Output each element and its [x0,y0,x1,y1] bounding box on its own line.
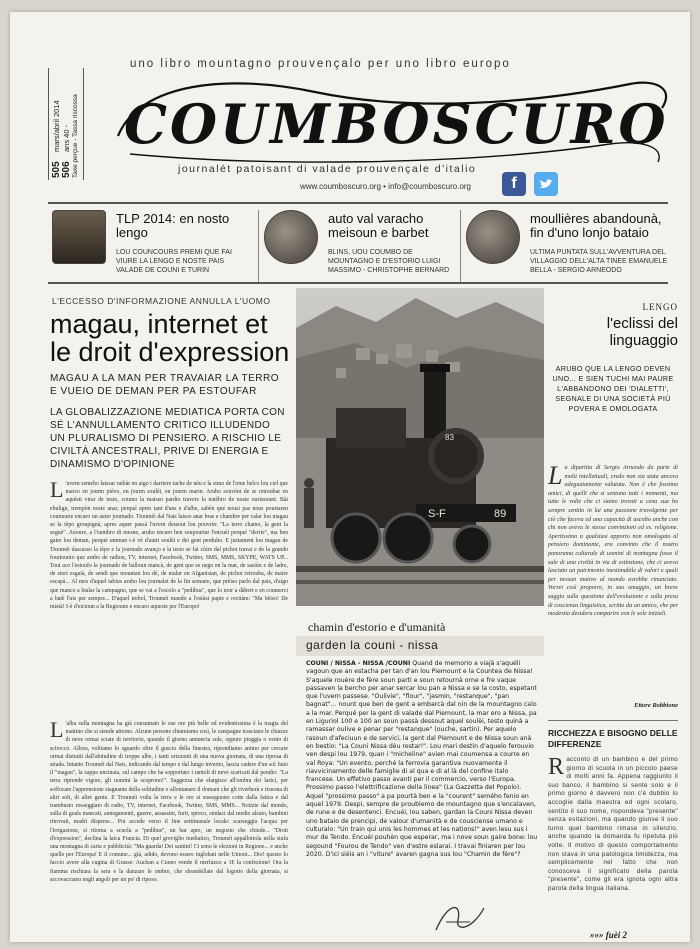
teaser-title: TLP 2014: en nosto lengo [116,211,230,240]
lead-body-provencal: L 'uvern semeho laissar raibàr en aigo i darriere tache de nèu e la stmo de l'ome belco lou ciel que marco en jourm pièvo, en jourm soulèi, en jourm marin. Arubo souvént de se retroubar en aquésti virar de testo, coumo la maisso pardio travers la tenèbro de noste ourissount. Bài ebulign, trempòn noste anar, perqué apres tant d'ans e d'albe, sabèn qué nousi pas nous pourtaren coumoure encaro un autre journado. Trouméi dal Nais laisso anar bras e chambre per calar lou magau se la tèpo groupignà, apres aquer passà l'uvern dessout lou pouvrin: "La terro chamo, la gent la seguè". Anoure, a l'oumbro di mesne, aruho encaro ben soupourtar l'encuéi perqué "derrie", ma ben gaire lou deman, perqué umman i-è vè d'autri soulèi e dei gent perduho. E justament lou magau de Trouméi dascasso la tèpo e la journado avanço e la testo se fai còire dal pichot travai e de la grando fourtounio que arubo de radiou, TV, internet, Facebook, Twitter, SMS, MMS, SKYPE, WATS UP... Tout aco l'estoufo la journado de balloun mancà, de gent que se nego en la mar, de sasiùn e de ladre, de stori esgaià, de sendi que mountan lou dé, de malur en Afganistan, de pichot retrouba, de maire escapà... Al mes d'aquel tabius arubo lou journalet de la fin semano, que prèiso parlo dal pais, d'aigo que manco a bialar la campagno, que se vai a l'escolo a "pedibus", que lo noir a dàbert e en coumerci a batè l'uis per sempre... D'aquel trebol, Trouméi mando a l'estàsi papie e recitàm: "Ma bèiso! De mistà! I-è d'eicioun a la Regioune e encaro aqueste per l'Europo! [50,480,288,611]
teaser-subtitle: ULTIMA PUNTATA SULL'AVVENTURA DEL VILLAGGIO DELL'ALTA TINEE EMANUELE BELLA - SERGIO ARNEODO [530,249,668,274]
chamin-lead-bold: COUNI / NISSA - NISSA /COUNI [306,660,411,667]
train-photo [296,288,544,606]
locomotive-number-text: 89 [494,508,507,520]
lengo-label: LENGO [642,302,678,312]
teaser-rule [48,282,668,284]
lead-deck-provencal: MAGAU A LA MAN PER TRAVAIAR LA TERRO E VUEIO DE DEMAN PER PA ESTOUFAR [50,373,279,397]
lead-deck-italian: LA GLOBALIZZAZIONE MEDIATICA PORTA CON SÉ L'ANNULLAMENTO CRITICO ILLUDENDO UN PLURALISMO DI PENSIERO. A RISCHIO LE CIVILTÀ ANCESTRALI, PRIVE DI ENERGIA E DINAMISMO D'OPINIONE [50,407,285,470]
lead-kicker: L'ECCESSO D'INFORMAZIONE ANNULLA L'UOMO [52,296,271,306]
email-link[interactable]: info@coumboscuro.org [388,182,471,191]
lead-body-italian: L 'alba sulla montagna ha già consumato le sue ore più belle ed evidentissima è la magia del mattino che si stende attorno. Alcune persone chiamiamo così, le campagne trasciano le chiazze di neve ormai sciate di territorio, quando il giorno annuncia sole, oppure pioggia o vento di scirocco. Allora, volitamo lo sguardo oltre il guscio della finestra, riprendiamo animo per cercare ormai distratti dall'abitudine di troppe albe, i tanti orizzonti di una nuova giornata, di una ripresa di strada. Intanto Trouméi dal Nais, indicando dal tempo e dal lungo inverno, lascia cadere d'un sol fiato il "magau", la zappa uncinata, sul campo che ha sopportato i rantoli di neve scaricati dal pendio: "La terra riprende vigore, gli uomini la scoprono!". Saggezza che elargisce all'ombra dei larici, per soffocare l'apprensione stagnante della solitudine e allontanare il domani che gli riverberà e risuona di altri soli, di altre gente. E Trouméi volta la terra e le ore si susseguono cotte dalla fatica e dal trambusto rosseggiato di radio, TV, internet, Facebook, Twitter, SMS, MMS... Notizie dal mondo, sulla di goals mancati, annegamenti, guerre, assassini, furti, spreco, sindaci dal medio alzato, bambini ritrovati, madri disperse... Poi accede verso il fine settimanale locale: scarseggia l'acqua per l'irrigazione, si ritorna a scuola a "pedibus", un bar apre, un negozio che chiude... "Droit d'expression", declina la laica Francia. Di quel groviglio mediatico, Trouméi appallottola nella stufa una montagna di carta e pubblicità: "Ma guarda! Dei santini! Ci sono le elezioni in Regione... e anche quelle per l'Europa! E il comune... già, adido, devono essere inglobati nelle Unioni... Dio! questo lo faccio avere alla cugina di Grasse: Auchan a Cuneo vende il merluzzo a 1€ la confezione! Ora la fiamma rischiara la sera e la danzare le ombre, che sbrandellate dal logorio della giornata, si accovacciano negli angoli per un po' di riposo. [50,720,288,883]
facebook-icon[interactable]: f [502,172,526,196]
masthead-title: COUMBOSCURO [124,92,669,156]
lengo-body: La dipartita di Sergio Arneodo da parte di molti intellettuali, credo non sia stata ancora adeguatamente valutata. Non è che fossimo amici, di quelli che si sentono tutti i momenti, ma tutte le volte che ci siamo trovati a cena sua ho sempre sentito in lui una passione travolgente per ciò che faceva ed una capacità di ascolto anche con chi non aveva le stesse convinzioni ed es. religione. Apertissimo a qualsiasi apporto non omologato al pensiero dominante, era convinto che il nostro panorama culturale di uomini di montagna fosse il sale di una civiltà in via di estinzione, che ci aveva lasciato un patrimonio inestimabile di valori e quali per nessun motivo al mondo avrebbe rinunciato. Vorrei così proporre, in suo omaggio, un breve saggio sulla questione dell'evoluzione e sulla presa di coscienza linguistica, scritto da un amico, che per modestia desidera comparire con le sole iniziali. [548,464,678,618]
teaser-divider [460,210,461,282]
ornament-flourish-icon [430,900,490,936]
issue-number: 505 [51,161,62,178]
website-link[interactable]: www.coumboscuro.org [300,182,381,191]
teaser-image [52,210,106,264]
masthead-subtitle: journalét patoisant di valade prouvençale d'italio [178,163,477,175]
masthead-rule [48,202,668,204]
chamin-body: COUNI / NISSA - NISSA /COUNI Quand de memorio a viajà s'aquéli vagoun que an estacha per tan d'an lou Piemount e la Countea de Nissa! S'aquele rouère de fère soun parti e soun retournà orne e fre vaque passaven la bercho per anar sercar lou pan a Nissa e se la costo, espetant que l'uvern passese. "Oulivie", "flour", "jasmin, "restanque", "pan bagnat"... nount que ben de gent a embarcà dal nin de la mountagno calo a la mar. Perqué per la gent di valade dal Piemount, la mar ero a Nissa, pa en Liguriol 100 e 100 an soun passà dessout aquel soulèi, testo quinà a ramassar oulive e penar per "restanque" (ouche, sartin). Per aquelo rasoun d'afeciuun e de servici, la gent dal Piemount e de Nissa soun anà en bestio: "La Couni Nissa dèu restar!". Lou mari destin d'aquelo ferouvio ven despi lou 1979, quan i "micheline" avien mai coumensa a courre en val Roya: "Un evento, perché la ferrovia garantiva nuovamente il riavvicinamento delle famiglie di al qua e di al là del confine italo francese. Un effetivo passo avanti per il commercio, verso l'Europa. Prossimo passo l'elettrificazione della linea" (La Gazzetta del Popolo). Aquel "prossimo passo" a pa pourtà ben e la "courent" semého fenio en aquel 1979. Despi, sempre de proublemo de mountagno que s'encalaven, de rune e de desentenci. Encuéi, lou saben, gardan la Couni Nissa deven uno bataio de prencipi, de valour d'umanità e de cousciense umano e culturalo: "Un train qui unis les hommes et les nations!" aven lesu sus i mur de Tendo. Encuéi pouhèn que esperar, ma i nove soun gaire bone: lou segound "Fourou de Tendo" ven d'estre eslarai. I travai finiaren per lou 2020. D'ici siéis an i "viture" avaren gagna sus lou "Chamin de fère"? [306,660,538,858]
teaser-tlp[interactable] [52,208,252,284]
teaser-divider [258,210,259,282]
drop-cap: R [548,756,565,780]
teaser-val-varacho[interactable] [264,208,454,284]
teaser-title: moullières abandounà, fin d'uno lonjo bataio [530,211,662,240]
chamin-kicker: chamin d'estorio e d'umanità [308,620,446,634]
teaser-subtitle: BLINS, UOU COUMBO DE MOUNTAGNO E D'ESTORIO LUIGI MASSIMO - CHRISTOPHE BERNARD [328,249,450,274]
steam-locomotive-image [296,288,544,606]
drop-cap: L [548,464,563,490]
twitter-icon[interactable] [534,172,558,196]
teaser-image [264,210,318,264]
issue-date: mars/abril 2014 [52,100,61,152]
issue-number-2: 506 [61,161,72,178]
teaser-moullieres[interactable] [466,208,676,284]
teaser-image [466,210,520,264]
locomotive-plate-text: S-F [428,508,446,520]
drop-cap: L [50,480,64,502]
masthead-contacts: www.coumboscuro.org • info@coumboscuro.org [300,182,471,191]
teaser-subtitle: LOU COUNCOURS PREMI QUE FAI VIURE LA LENGO E NOSTE PAIS VALADE DE COUNI E TURIN [116,249,232,274]
lengo-signature: Ettore Robbione [634,702,678,709]
masthead-logo [110,74,680,174]
continued-page-link[interactable]: »»» fuèi 2 [590,930,627,940]
teaser-title: auto val varacho meisoun e barbet [328,211,429,240]
ricchezza-body: Racconto di un bambino e del primo giorno di scuola in un piccolo paese di molti anni fa. Appena raggiunto il suo banco, il bambino si sente solo e il primo giorno è davvero non c'è dubbio lo accoglie dalla maestra ed ogni scolaro, sentito il suo nome, rispondeva "presente" senza esitazioni, ma quando giunse il suo turno quel bambino rimase in silenzio, anche quando la domanda fu ripetuta più volte. Il motivo di questo comportamento non stava in una patologica timidezza, ma semplicemente nel fatto che non conosceva il significato della parola "presente", come gli era ignota ogni altra parola della lingua italiana. [548,756,678,892]
ricchezza-headline: RICCHEZZA E BISOGNO DELLE DIFFERENZE [548,728,678,749]
issue-extra: ans 40 - [62,124,71,152]
masthead-tagline: uno libro mountagno prouvençalo per uno libro europo [130,58,511,70]
lengo-deck: ARUBO QUE LA LENGO DEVEN UNO... E SIEN TUCHI MAI PAURE L'ABBANDONO DEI 'DIALETTI', SEGNALE DI UNA SOCIETÀ PIÙ POVERA E OMOLOGATA [552,364,674,413]
chamin-subtitle: garden la couni - nissa [306,638,439,652]
column-rule [548,720,678,721]
newspaper-page [10,12,690,942]
issue-info-strip [48,68,84,180]
issue-note: Taxe perçue - Tassa riscossa [72,94,79,178]
drop-cap: L [50,720,64,742]
lead-headline: magau, internet et le droit d'expression [50,309,290,367]
locomotive-front-number: 83 [445,433,454,442]
lengo-headline: l'eclissi del linguaggio [606,315,678,349]
